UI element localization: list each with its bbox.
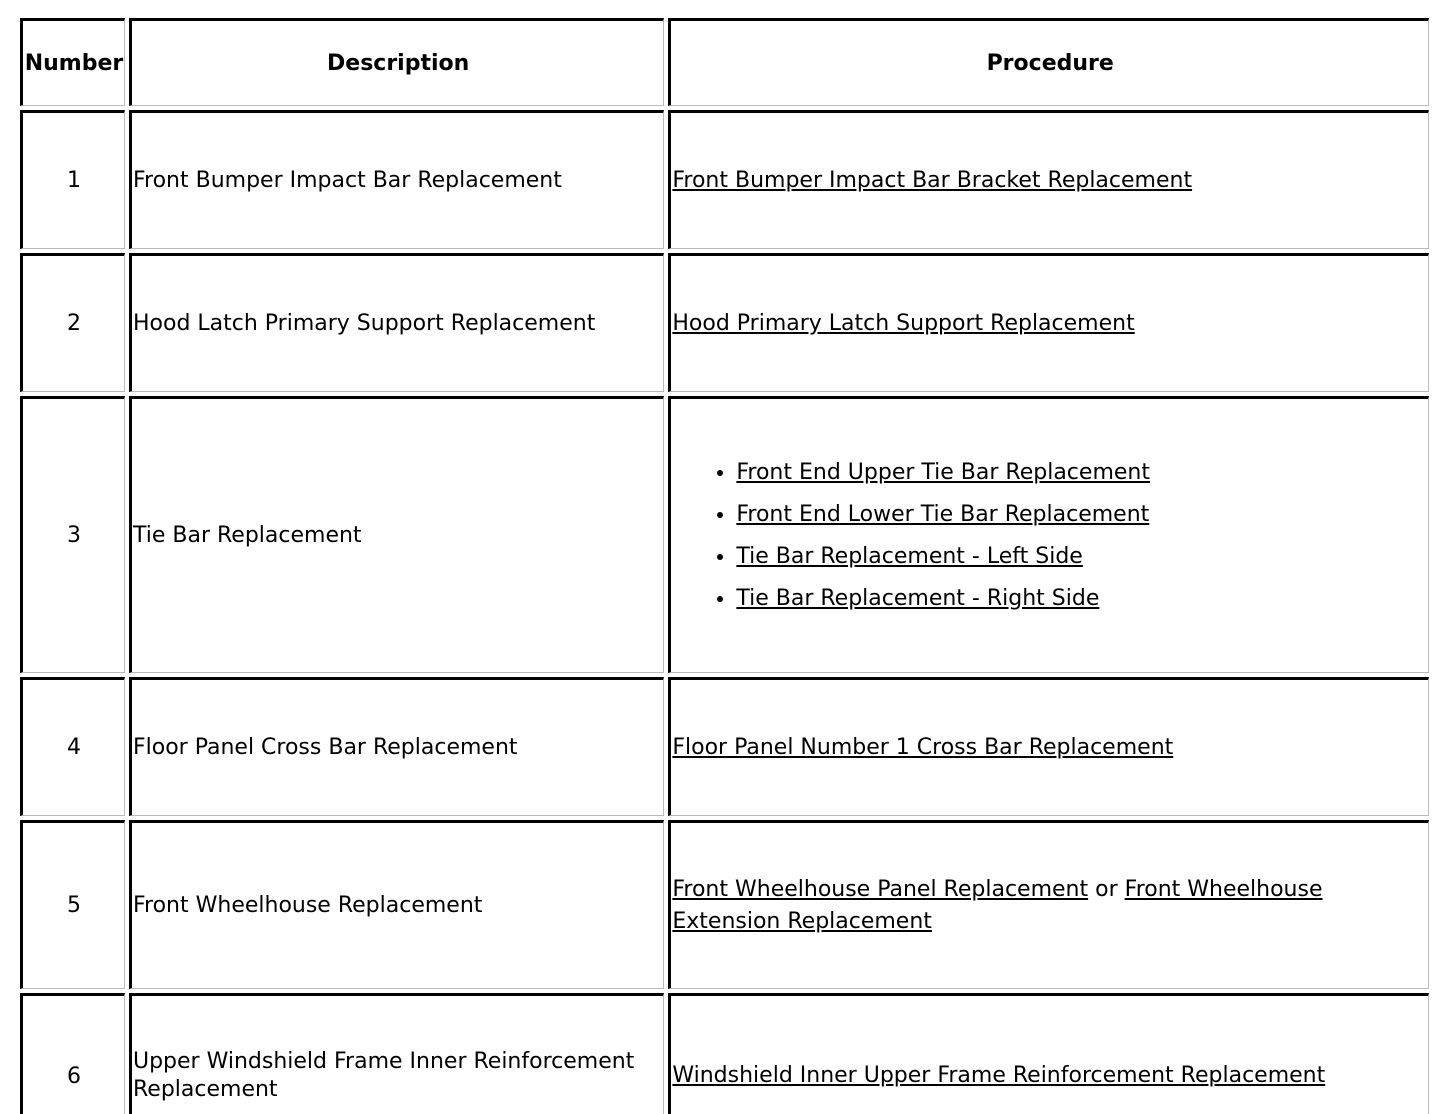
list-item <box>736 494 1428 536</box>
procedure-link[interactable]: Windshield Inner Upper Frame Reinforcement Replacement <box>672 1063 1326 1088</box>
list-item <box>736 536 1428 578</box>
procedure-link[interactable]: Front Bumper Impact Bar Bracket Replacement <box>672 167 1193 193</box>
procedure-link[interactable]: Tie Bar Replacement - Left Side <box>736 543 1083 569</box>
row-procedure <box>668 993 1429 1114</box>
header-procedure: Procedure <box>668 18 1429 106</box>
table-row <box>20 677 1429 816</box>
procedure-link[interactable]: Front End Lower Tie Bar Replacement <box>736 501 1150 527</box>
row-number: 2 <box>20 253 125 392</box>
procedure-connector: or <box>1095 876 1118 902</box>
header-number: Number <box>20 18 125 106</box>
procedure-link[interactable]: Front Wheelhouse Panel Replacement <box>672 876 1089 902</box>
procedure-link[interactable]: Tie Bar Replacement - Right Side <box>736 585 1100 611</box>
table-header-row <box>20 18 1429 106</box>
table-row <box>20 110 1429 249</box>
row-description: Front Bumper Impact Bar Replacement <box>129 110 664 249</box>
procedures-table <box>16 14 1433 1114</box>
table-row <box>20 820 1429 989</box>
list-item <box>736 578 1428 620</box>
procedure-link[interactable]: Front End Upper Tie Bar Replacement <box>736 459 1150 485</box>
row-number: 3 <box>20 396 125 673</box>
table-row <box>20 993 1429 1114</box>
row-description: Hood Latch Primary Support Replacement <box>129 253 664 392</box>
row-number: 5 <box>20 820 125 989</box>
procedure-link[interactable]: Hood Primary Latch Support Replacement <box>672 310 1135 336</box>
row-procedure <box>668 253 1429 392</box>
row-procedure <box>668 820 1429 989</box>
procedure-list <box>672 452 1428 620</box>
list-item <box>736 452 1428 494</box>
header-description: Description <box>129 18 664 106</box>
procedure-link[interactable]: Floor Panel Number 1 Cross Bar Replacement <box>672 734 1174 760</box>
table-row <box>20 396 1429 673</box>
row-description: Floor Panel Cross Bar Replacement <box>129 677 664 816</box>
row-number: 1 <box>20 110 125 249</box>
row-description: Upper Windshield Frame Inner Reinforcement Replacement <box>129 993 664 1114</box>
row-description: Tie Bar Replacement <box>129 396 664 673</box>
row-description: Front Wheelhouse Replacement <box>129 820 664 989</box>
procedure-link[interactable]: Front Wheelhouse Extension Replacement <box>672 876 1323 934</box>
row-procedure <box>668 396 1429 673</box>
row-procedure <box>668 110 1429 249</box>
row-procedure <box>668 677 1429 816</box>
row-number: 6 <box>20 993 125 1114</box>
row-number: 4 <box>20 677 125 816</box>
table-row <box>20 253 1429 392</box>
